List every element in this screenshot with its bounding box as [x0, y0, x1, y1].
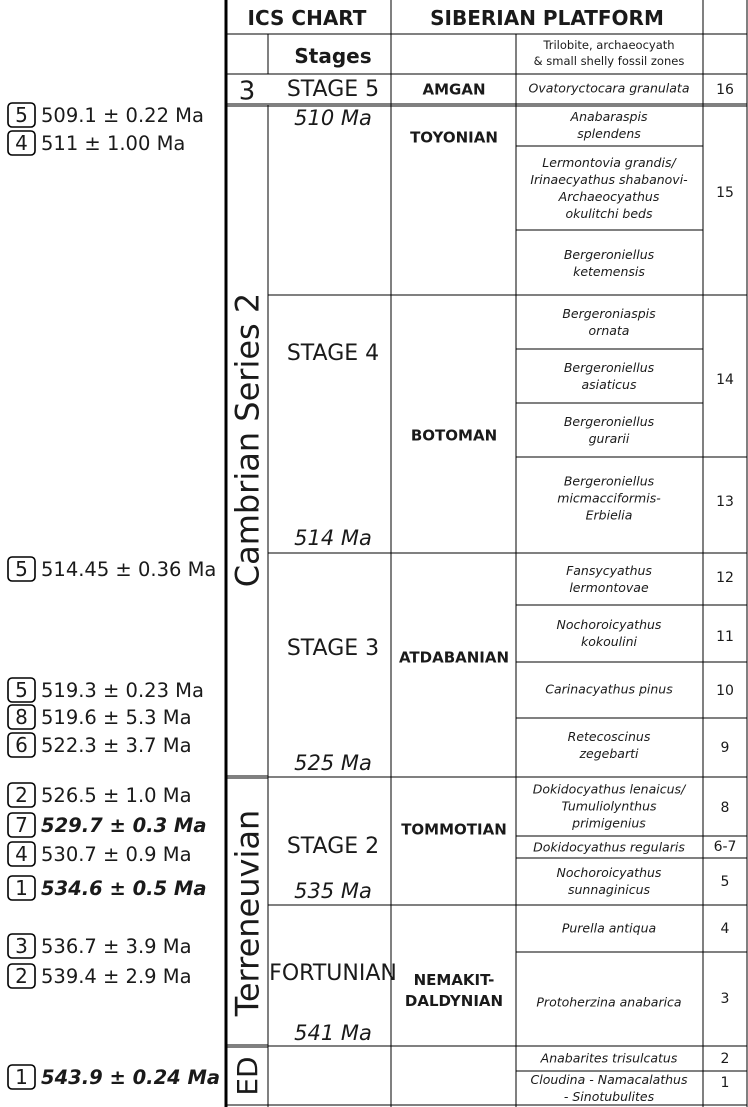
series-label: 3 [238, 76, 256, 107]
zone-number: 14 [716, 372, 734, 388]
fossil-zone-line-2: zegebarti [579, 746, 639, 761]
zone-number: 6-7 [713, 839, 737, 855]
age-date: 519.3 ± 0.23 Ma [41, 679, 204, 702]
stage-label: STAGE 2 [286, 834, 380, 859]
fossil-zone-line-1: Anabaraspis [570, 109, 648, 124]
date-entry [8, 964, 192, 988]
reference-number: 2 [15, 964, 28, 988]
reference-number: 5 [15, 678, 28, 702]
fossil-zone-line-1: Anabarites trisulcatus [540, 1050, 678, 1066]
reference-number: 1 [15, 876, 28, 900]
fossil-zone-line-1: Bergeroniaspis [562, 306, 656, 321]
date-entry [8, 783, 192, 807]
fossil-zone-line-1: Protoherzina anabarica [536, 994, 682, 1010]
regional-stages-column [399, 80, 509, 1010]
zone-number: 11 [716, 629, 734, 645]
fossil-zone-line-2: splendens [577, 126, 641, 141]
date-entry [8, 705, 192, 729]
fossil-zone-line-4: okulitchi beds [565, 206, 653, 221]
reference-number: 5 [15, 103, 28, 127]
fossil-zone-line-1: Purella antiqua [561, 920, 657, 936]
fossil-zone-line-2: - Sinotubulites [563, 1089, 655, 1104]
zone-number: 16 [716, 82, 734, 98]
reference-number: 7 [15, 813, 28, 837]
reference-number: 4 [15, 131, 28, 155]
stages-column [269, 77, 397, 1045]
fossil-zones-column [529, 81, 690, 1105]
regional-stage-line-2: DALDYNIAN [404, 991, 504, 1010]
date-entry [8, 733, 192, 757]
fossil-zone-line-1: Bergeroniellus [563, 360, 655, 375]
age-date: 539.4 ± 2.9 Ma [41, 965, 192, 988]
zone-number: 10 [716, 683, 734, 699]
stage-label: FORTUNIAN [269, 961, 397, 986]
fossil-zone-line-1: Dokidocyathus lenaicus/ [532, 781, 686, 797]
zone-number: 13 [716, 494, 734, 510]
stage-boundary-age: 510 Ma [294, 106, 372, 130]
date-entry [8, 557, 216, 581]
fossil-zone-line-1: Retecoscinus [567, 729, 651, 744]
zone-number: 15 [716, 185, 734, 201]
fossil-zone-line-2: ketemensis [573, 264, 645, 279]
regional-stage-line-1: ATDABANIAN [398, 648, 510, 667]
fossil-zone-line-1: Nochoroicyathus [556, 617, 662, 632]
fossil-zone-line-1: Bergeroniellus [563, 473, 655, 489]
fossil-zone-line-2: gurarii [588, 431, 630, 446]
date-entry [8, 103, 204, 127]
zone-number: 1 [720, 1075, 730, 1091]
date-entry [8, 131, 185, 155]
age-date: 543.9 ± 0.24 Ma [41, 1066, 221, 1089]
radiometric-dates [8, 103, 220, 1089]
fossil-zone-line-1: Dokidocyathus regularis [533, 839, 685, 855]
fossil-zone-line-3: Erbielia [585, 507, 633, 523]
stage-boundary-age: 514 Ma [294, 526, 372, 550]
age-date: 514.45 ± 0.36 Ma [41, 558, 217, 581]
age-date: 522.3 ± 3.7 Ma [41, 734, 192, 757]
fossil-zone-line-1: Fansycyathus [566, 563, 652, 578]
fossil-zone-line-1: Bergeroniellus [563, 247, 655, 262]
date-entry [8, 934, 192, 958]
reference-number: 5 [15, 557, 28, 581]
fossil-zone-line-2: micmacciformis- [557, 490, 661, 506]
reference-number: 8 [15, 705, 28, 729]
reference-number: 4 [15, 842, 28, 866]
ics-chart-header: ICS CHART [247, 6, 367, 30]
fossil-zone-line-3: Archaeocyathus [558, 189, 660, 204]
fossil-zone-line-1: Nochoroicyathus [556, 865, 662, 880]
zones-header-line-2: & small shelly fossil zones [533, 54, 685, 68]
zone-number: 9 [720, 740, 730, 756]
regional-stage-line-1: BOTOMAN [410, 426, 498, 445]
age-date: 519.6 ± 5.3 Ma [41, 706, 192, 729]
zone-numbers-column [714, 82, 737, 1091]
age-date: 526.5 ± 1.0 Ma [41, 784, 192, 807]
date-entry [8, 876, 207, 900]
age-date: 530.7 ± 0.9 Ma [41, 843, 192, 866]
date-entry [8, 813, 207, 837]
stages-header: Stages [294, 44, 372, 68]
age-date: 534.6 ± 0.5 Ma [41, 877, 207, 900]
fossil-zone-line-2: lermontovae [569, 580, 649, 595]
zones-header-line-1: Trilobite, archaeocyath [543, 38, 675, 52]
series-label: Cambrian Series 2 [228, 292, 267, 588]
series-label: Terreneuvian [228, 809, 267, 1017]
zone-number: 3 [720, 991, 730, 1007]
date-entry [8, 1065, 220, 1089]
age-date: 511 ± 1.00 Ma [41, 132, 186, 155]
fossil-zone-line-1: Lermontovia grandis/ [542, 155, 676, 170]
reference-number: 2 [15, 783, 28, 807]
fossil-zone-line-2: ornata [588, 323, 630, 338]
age-date: 536.7 ± 3.9 Ma [41, 935, 192, 958]
fossil-zone-line-1: Ovatoryctocara granulata [528, 80, 690, 96]
fossil-zone-line-2: Irinaecyathus shabanovi- [530, 172, 688, 187]
reference-number: 6 [15, 733, 28, 757]
date-entry [8, 842, 192, 866]
regional-stage-line-1: AMGAN [422, 80, 486, 99]
fossil-zone-line-1: Carinacyathus pinus [545, 681, 673, 697]
stage-boundary-age: 535 Ma [294, 879, 372, 903]
fossil-zone-line-3: primigenius [572, 815, 646, 831]
regional-stage-line-1: TOMMOTIAN [401, 820, 507, 839]
zone-number: 2 [720, 1051, 730, 1067]
zone-number: 4 [720, 921, 730, 937]
age-date: 529.7 ± 0.3 Ma [41, 814, 207, 837]
stage-boundary-age: 541 Ma [294, 1021, 372, 1045]
date-entry [8, 678, 204, 702]
zone-number: 5 [720, 874, 730, 890]
regional-stage-line-1: NEMAKIT- [413, 970, 495, 989]
stage-boundary-age: 525 Ma [294, 751, 372, 775]
stage-label: STAGE 4 [286, 341, 380, 366]
age-date: 509.1 ± 0.22 Ma [41, 104, 204, 127]
regional-stage-line-1: TOYONIAN [410, 128, 498, 147]
fossil-zone-line-1: Cloudina - Namacalathus [530, 1072, 688, 1087]
series-column [229, 76, 267, 1095]
siberian-platform-header: SIBERIAN PLATFORM [430, 6, 664, 30]
fossil-zone-line-2: Tumuliolynthus [561, 798, 657, 814]
fossil-zone-line-2: asiaticus [581, 377, 637, 392]
fossil-zone-line-2: sunnaginicus [567, 882, 651, 897]
reference-number: 3 [15, 934, 28, 958]
zone-number: 8 [720, 800, 730, 816]
stage-label: STAGE 5 [286, 77, 380, 102]
stage-label: STAGE 3 [286, 636, 380, 661]
series-label: ED [231, 1056, 265, 1096]
zone-number: 12 [716, 570, 734, 586]
fossil-zone-line-2: kokoulini [580, 634, 638, 649]
reference-number: 1 [15, 1065, 28, 1089]
fossil-zone-line-1: Bergeroniellus [563, 414, 655, 429]
chart-header [248, 6, 685, 68]
